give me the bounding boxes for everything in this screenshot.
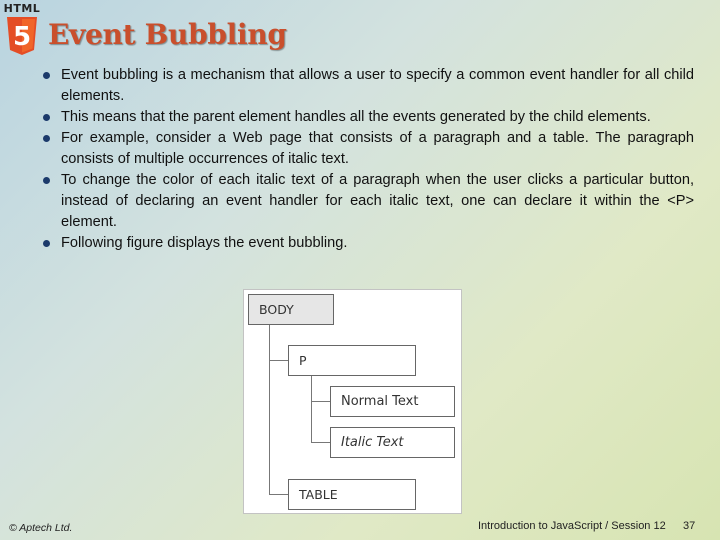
event-bubbling-diagram: [243, 289, 462, 514]
p-node: P: [288, 345, 416, 376]
bullet-item: Following figure displays the event bubbling.: [40, 233, 694, 254]
bullet-item: For example, consider a Web page that consists of a paragraph and a table. The paragraph consists of multiple occurrences of italic text.: [40, 128, 694, 170]
tree-connector: [269, 360, 288, 361]
slide-title: Event Bubbling: [48, 18, 287, 51]
tree-connector: [311, 442, 330, 443]
italic-text-node: Italic Text: [330, 427, 455, 458]
logo-text: HTML: [3, 2, 41, 15]
page-number: 37: [683, 520, 696, 532]
tree-connector: [269, 325, 270, 495]
tree-connector: [311, 376, 312, 443]
body-node: BODY: [248, 294, 334, 325]
normal-text-node: Normal Text: [330, 386, 455, 417]
tree-connector: [311, 401, 330, 402]
table-node: TABLE: [288, 479, 416, 510]
bullet-item: Event bubbling is a mechanism that allows a user to specify a common event handler for all child elements.: [40, 65, 694, 107]
html5-shield-icon: [5, 16, 39, 56]
bullet-list: [40, 65, 694, 254]
bullet-item: To change the color of each italic text of a paragraph when the user clicks a particular button, instead of declaring an event handler for each italic text, one can declare it within the <P> element.: [40, 170, 694, 233]
copyright-text: © Aptech Ltd.: [9, 522, 73, 534]
bullet-item: This means that the parent element handles all the events generated by the child elements.: [40, 107, 694, 128]
tree-connector: [269, 494, 288, 495]
course-session-label: Introduction to JavaScript / Session 12: [478, 520, 666, 532]
logo-digit: 5: [12, 22, 32, 52]
html5-logo: [2, 2, 42, 66]
